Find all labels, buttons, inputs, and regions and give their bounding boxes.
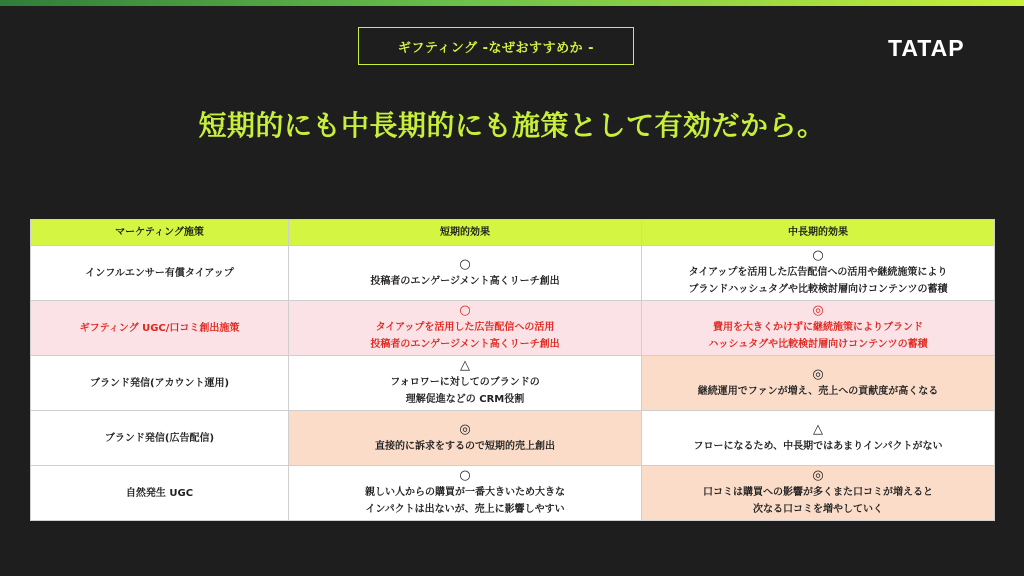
rating-mark: △ — [460, 358, 470, 373]
page-headline: 短期的にも中長期的にも施策として有効だから。 — [198, 109, 826, 142]
short-term-cell — [289, 246, 642, 301]
table-header-row — [31, 220, 995, 246]
cell-text: 投稿者のエンゲージメント高くリーチ創出 — [370, 339, 560, 350]
cell-text: 継続運用でファンが増え、売上への貢献度が高くなる — [697, 385, 939, 397]
long-term-cell — [642, 246, 995, 301]
long-term-cell — [642, 356, 995, 411]
long-term-cell — [642, 411, 995, 466]
cell-text: フォロワーに対してのブランドの — [390, 377, 540, 388]
rating-mark: ○ — [459, 256, 471, 272]
comparison-table — [30, 219, 995, 521]
tatap-logo: TATAP — [888, 35, 965, 61]
section-tag-label: ギフティング -なぜおすすめか - — [397, 40, 595, 56]
short-term-cell — [289, 301, 642, 356]
cell-text: インパクトは出ないが、売上に影響しやすい — [365, 504, 565, 515]
cell-text: 理解促進などの CRM役割 — [405, 394, 525, 405]
cell-text: 投稿者のエンゲージメント高くリーチ創出 — [370, 275, 560, 287]
short-term-cell — [289, 411, 642, 466]
cell-text: 費用を大きくかけずに継続施策によりブランド — [713, 322, 923, 333]
rating-mark: ◎ — [459, 421, 471, 437]
rating-mark: ◎ — [812, 303, 824, 318]
row-label: ギフティング UGC/口コミ創出施策 — [31, 301, 289, 356]
long-term-cell — [642, 466, 995, 521]
table-row — [31, 246, 995, 301]
rating-mark: ○ — [812, 248, 824, 263]
rating-mark: ◎ — [812, 468, 824, 483]
cell-text: フローになるため、中長期ではあまりインパクトがない — [693, 440, 943, 452]
table-row — [31, 466, 995, 521]
short-term-cell — [289, 466, 642, 521]
table-row-highlighted — [31, 301, 995, 356]
row-label: ブランド発信(広告配信) — [31, 411, 289, 466]
cell-text: 直接的に訴求をするので短期的売上創出 — [375, 440, 555, 452]
rating-mark: ○ — [459, 303, 471, 318]
cell-text: 親しい人からの購買が一番大きいため大きな — [365, 487, 565, 498]
cell-text: ハッシュタグや比較検討層向けコンテンツの蓄積 — [708, 339, 928, 350]
table-row — [31, 411, 995, 466]
cell-text: 次なる口コミを増やしていく — [753, 504, 883, 515]
header-cell-long-term: 中長期的効果 — [642, 220, 995, 246]
section-tag — [358, 27, 634, 65]
long-term-cell — [642, 301, 995, 356]
row-label: 自然発生 UGC — [31, 466, 289, 521]
short-term-cell — [289, 356, 642, 411]
row-label: インフルエンサー有償タイアップ — [31, 246, 289, 301]
row-label: ブランド発信(アカウント運用) — [31, 356, 289, 411]
top-gradient-bar — [0, 0, 1024, 6]
header-cell-strategy: マーケティング施策 — [31, 220, 289, 246]
cell-text: タイアップを活用した広告配信への活用や継続施策により — [688, 267, 948, 278]
rating-mark: △ — [813, 421, 823, 437]
cell-text: ブランドハッシュタグや比較検討層向けコンテンツの蓄積 — [688, 284, 948, 295]
header-cell-short-term: 短期的効果 — [289, 220, 642, 246]
rating-mark: ◎ — [812, 366, 824, 382]
table-row — [31, 356, 995, 411]
cell-text: タイアップを活用した広告配信への活用 — [375, 322, 555, 333]
rating-mark: ○ — [459, 468, 471, 483]
cell-text: 口コミは購買への影響が多くまた口コミが増えると — [703, 487, 933, 498]
